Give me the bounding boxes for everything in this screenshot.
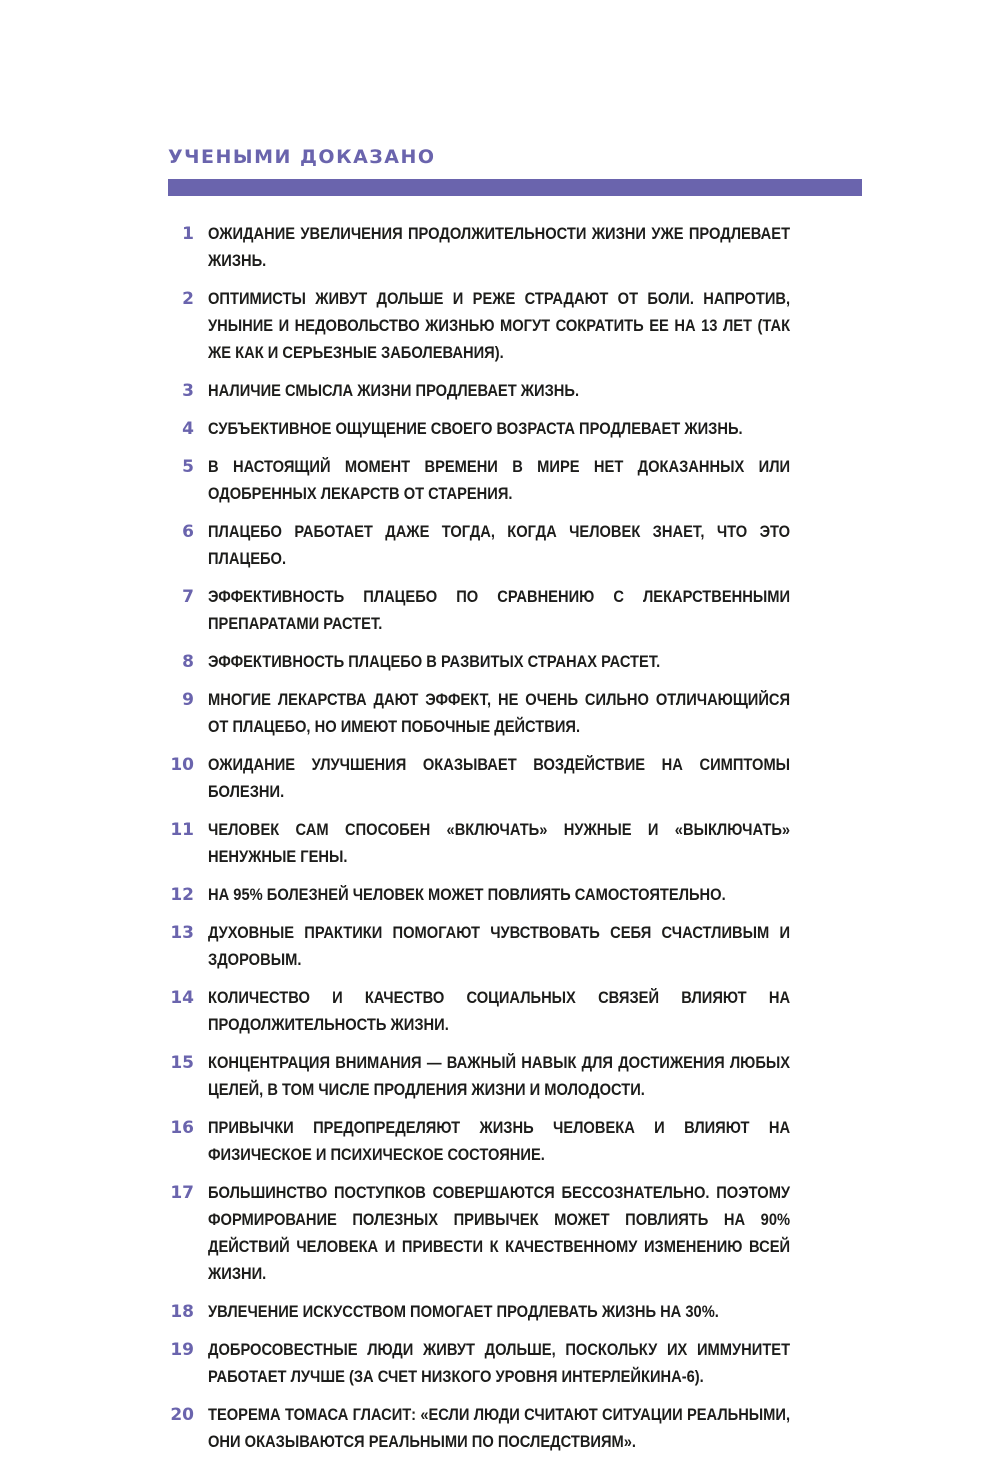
item-text: ДУХОВНЫЕ ПРАКТИКИ ПОМОГАЮТ ЧУВСТВОВАТЬ СЕБЯ СЧАСТЛИВЫМ И ЗДОРОВЫМ. bbox=[208, 924, 791, 969]
item-number: 18 bbox=[170, 1302, 194, 1322]
list-item bbox=[164, 985, 862, 1039]
item-text: ЧЕЛОВЕК САМ СПОСОБЕН «ВКЛЮЧАТЬ» НУЖНЫЕ И «ВЫКЛЮЧАТЬ» НЕНУЖНЫЕ ГЕНЫ. bbox=[208, 821, 791, 866]
item-text: ПРИВЫЧКИ ПРЕДОПРЕДЕЛЯЮТ ЖИЗНЬ ЧЕЛОВЕКА И ВЛИЯЮТ НА ФИЗИЧЕСКОЕ И ПСИХИЧЕСКОЕ СОСТОЯНИЕ. bbox=[208, 1119, 791, 1164]
item-text: В НАСТОЯЩИЙ МОМЕНТ ВРЕМЕНИ В МИРЕ НЕТ ДОКАЗАННЫХ ИЛИ ОДОБРЕННЫХ ЛЕКАРСТВ ОТ СТАРЕНИЯ. bbox=[208, 458, 791, 503]
list-item bbox=[164, 584, 862, 638]
item-text: КОНЦЕНТРАЦИЯ ВНИМАНИЯ — ВАЖНЫЙ НАВЫК ДЛЯ ДОСТИЖЕНИЯ ЛЮБЫХ ЦЕЛЕЙ, В ТОМ ЧИСЛЕ ПРОДЛЕНИЯ ЖИЗНИ И МОЛОДОСТИ. bbox=[208, 1054, 791, 1099]
list-item bbox=[164, 649, 862, 676]
item-number: 9 bbox=[182, 690, 194, 710]
item-number: 10 bbox=[170, 755, 194, 775]
item-text: ТЕОРЕМА ТОМАСА ГЛАСИТ: «ЕСЛИ ЛЮДИ СЧИТАЮТ СИТУАЦИИ РЕАЛЬНЫМИ, ОНИ ОКАЗЫВАЮТСЯ РЕАЛЬНЫМИ ПО ПОСЛЕДСТВИЯМ». bbox=[208, 1406, 791, 1451]
list-item bbox=[164, 1337, 862, 1391]
item-text: УВЛЕЧЕНИЕ ИСКУССТВОМ ПОМОГАЕТ ПРОДЛЕВАТЬ ЖИЗНЬ НА 30%. bbox=[208, 1303, 719, 1321]
item-number: 1 bbox=[182, 224, 194, 244]
list-item bbox=[164, 221, 862, 275]
item-text: НА 95% БОЛЕЗНЕЙ ЧЕЛОВЕК МОЖЕТ ПОВЛИЯТЬ САМОСТОЯТЕЛЬНО. bbox=[208, 886, 726, 904]
item-text: БОЛЬШИНСТВО ПОСТУПКОВ СОВЕРШАЮТСЯ БЕССОЗНАТЕЛЬНО. ПОЭТОМУ ФОРМИРОВАНИЕ ПОЛЕЗНЫХ ПРИВЫЧЕК МОЖЕТ ПОВЛИЯТЬ НА 90% ДЕЙСТВИЙ ЧЕЛОВЕКА И ПРИВЕСТИ К КАЧЕСТВЕННОМУ ИЗМЕНЕНИЮ ВСЕЙ ЖИЗНИ. bbox=[208, 1184, 791, 1283]
list-item bbox=[164, 378, 862, 405]
item-text: ОЖИДАНИЕ УВЕЛИЧЕНИЯ ПРОДОЛЖИТЕЛЬНОСТИ ЖИЗНИ УЖЕ ПРОДЛЕВАЕТ ЖИЗНЬ. bbox=[208, 225, 791, 270]
list-item bbox=[164, 1050, 862, 1104]
item-text: ДОБРОСОВЕСТНЫЕ ЛЮДИ ЖИВУТ ДОЛЬШЕ, ПОСКОЛЬКУ ИХ ИММУНИТЕТ РАБОТАЕТ ЛУЧШЕ (ЗА СЧЕТ НИЗКОГО УРОВНЯ ИНТЕРЛЕЙКИНА-6). bbox=[208, 1341, 791, 1386]
item-number: 17 bbox=[170, 1183, 194, 1203]
item-number: 13 bbox=[170, 923, 194, 943]
item-number: 3 bbox=[182, 381, 194, 401]
item-text: ОПТИМИСТЫ ЖИВУТ ДОЛЬШЕ И РЕЖЕ СТРАДАЮТ ОТ БОЛИ. НАПРОТИВ, УНЫНИЕ И НЕДОВОЛЬСТВО ЖИЗНЬЮ МОГУТ СОКРАТИТЬ ЕЕ НА 13 ЛЕТ (ТАК ЖЕ КАК И СЕРЬЕЗНЫЕ ЗАБОЛЕВАНИЯ). bbox=[208, 290, 791, 362]
item-number: 7 bbox=[182, 587, 194, 607]
facts-list bbox=[164, 221, 862, 1467]
item-number: 20 bbox=[170, 1405, 194, 1425]
item-number: 8 bbox=[182, 652, 194, 672]
item-text: КОЛИЧЕСТВО И КАЧЕСТВО СОЦИАЛЬНЫХ СВЯЗЕЙ ВЛИЯЮТ НА ПРОДОЛЖИТЕЛЬНОСТЬ ЖИЗНИ. bbox=[208, 989, 791, 1034]
item-number: 5 bbox=[182, 457, 194, 477]
list-item bbox=[164, 687, 862, 741]
list-item bbox=[164, 454, 862, 508]
item-number: 16 bbox=[170, 1118, 194, 1138]
list-item bbox=[164, 882, 862, 909]
item-number: 4 bbox=[182, 419, 194, 439]
item-number: 6 bbox=[182, 522, 194, 542]
item-number: 12 bbox=[170, 885, 194, 905]
item-text: СУБЪЕКТИВНОЕ ОЩУЩЕНИЕ СВОЕГО ВОЗРАСТА ПРОДЛЕВАЕТ ЖИЗНЬ. bbox=[208, 420, 743, 438]
item-number: 2 bbox=[182, 289, 194, 309]
title-underline-bar bbox=[168, 179, 862, 196]
list-item bbox=[164, 1402, 862, 1456]
list-item bbox=[164, 1299, 862, 1326]
page-title: УЧЕНЫМИ ДОКАЗАНО bbox=[168, 146, 436, 168]
item-text: ЭФФЕКТИВНОСТЬ ПЛАЦЕБО ПО СРАВНЕНИЮ С ЛЕКАРСТВЕННЫМИ ПРЕПАРАТАМИ РАСТЕТ. bbox=[208, 588, 791, 633]
list-item bbox=[164, 752, 862, 806]
list-item bbox=[164, 519, 862, 573]
item-text: НАЛИЧИЕ СМЫСЛА ЖИЗНИ ПРОДЛЕВАЕТ ЖИЗНЬ. bbox=[208, 382, 580, 400]
item-number: 19 bbox=[170, 1340, 194, 1360]
list-item bbox=[164, 817, 862, 871]
item-number: 11 bbox=[170, 820, 194, 840]
list-item bbox=[164, 1180, 862, 1288]
item-text: ОЖИДАНИЕ УЛУЧШЕНИЯ ОКАЗЫВАЕТ ВОЗДЕЙСТВИЕ НА СИМПТОМЫ БОЛЕЗНИ. bbox=[208, 756, 791, 801]
list-item bbox=[164, 416, 862, 443]
item-text: ПЛАЦЕБО РАБОТАЕТ ДАЖЕ ТОГДА, КОГДА ЧЕЛОВЕК ЗНАЕТ, ЧТО ЭТО ПЛАЦЕБО. bbox=[208, 523, 791, 568]
item-text: ЭФФЕКТИВНОСТЬ ПЛАЦЕБО В РАЗВИТЫХ СТРАНАХ РАСТЕТ. bbox=[208, 653, 661, 671]
list-item bbox=[164, 920, 862, 974]
item-number: 14 bbox=[170, 988, 194, 1008]
list-item bbox=[164, 286, 862, 367]
item-number: 15 bbox=[170, 1053, 194, 1073]
item-text: МНОГИЕ ЛЕКАРСТВА ДАЮТ ЭФФЕКТ, НЕ ОЧЕНЬ СИЛЬНО ОТЛИЧАЮЩИЙСЯ ОТ ПЛАЦЕБО, НО ИМЕЮТ ПОБОЧНЫЕ ДЕЙСТВИЯ. bbox=[208, 691, 791, 736]
list-item bbox=[164, 1115, 862, 1169]
